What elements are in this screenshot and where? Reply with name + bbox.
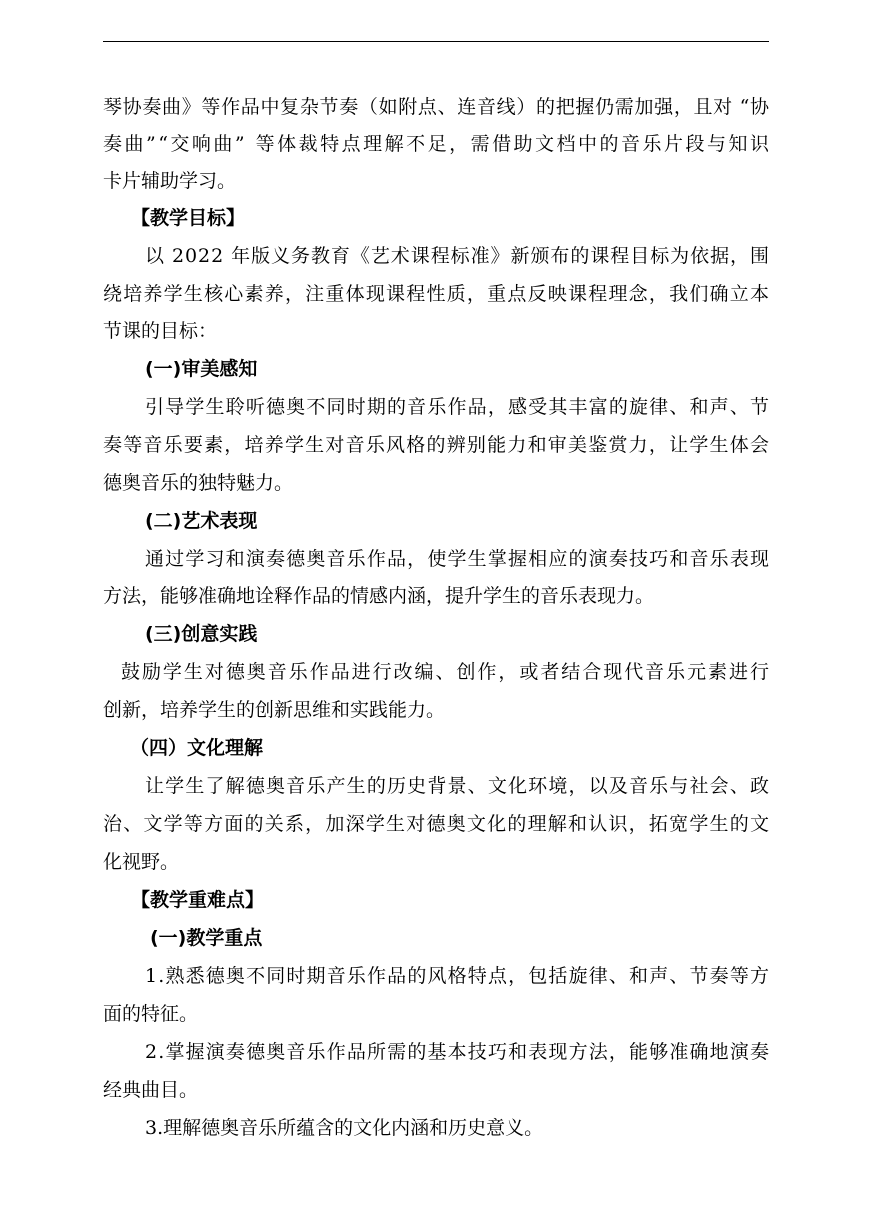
paragraph-line: 通过学习和演奏德奥音乐作品，使学生掌握相应的演奏技巧和音乐表现: [145, 548, 771, 570]
paragraph-line: 面的特征。: [103, 1003, 199, 1025]
paragraph-line: 奏曲”“交响曲” 等体裁特点理解不足，需借助文档中的音乐片段与知识: [103, 133, 772, 155]
section-heading: 【教学目标】: [131, 207, 246, 229]
paragraph-line: 1.熟悉德奥不同时期音乐作品的风格特点，包括旋律、和声、节奏等方: [145, 965, 771, 987]
paragraph-line: 创新，培养学生的创新思维和实践能力。: [103, 699, 446, 721]
paragraph-line: 引导学生聆听德奥不同时期的音乐作品，感受其丰富的旋律、和声、节: [145, 396, 771, 418]
paragraph-line: 以 2022 年版义务教育《艺术课程标准》新颁布的课程目标为依据，围: [145, 245, 770, 267]
paragraph-line: 方法，能够准确地诠释作品的情感内涵，提升学生的音乐表现力。: [103, 585, 655, 607]
paragraph-line: 化视野。: [103, 851, 180, 873]
section-heading: (一)审美感知: [145, 358, 258, 380]
paragraph-line: 卡片辅助学习。: [103, 170, 237, 192]
paragraph-line: 经典曲目。: [103, 1079, 199, 1101]
paragraph-line: 琴协奏曲》等作品中复杂节奏（如附点、连音线）的把握仍需加强，且对 “协: [103, 96, 770, 118]
paragraph-line: 3.理解德奥音乐所蕴含的文化内涵和历史意义。: [145, 1117, 544, 1139]
paragraph-line: 绕培养学生核心素养，注重体现课程性质，重点反映课程理念，我们确立本: [103, 283, 771, 305]
paragraph-line: 鼓励学生对德奥音乐作品进行改编、创作，或者结合现代音乐元素进行: [121, 661, 771, 683]
paragraph-line: 奏等音乐要素，培养学生对音乐风格的辨别能力和审美鉴赏力，让学生体会: [103, 434, 771, 456]
paragraph-line: 让学生了解德奥音乐产生的历史背景、文化环境，以及音乐与社会、政: [145, 775, 771, 797]
section-heading: (一)教学重点: [150, 927, 263, 949]
paragraph-line: 2.掌握演奏德奥音乐作品所需的基本技巧和表现方法，能够准确地演奏: [145, 1041, 771, 1063]
paragraph-line: 治、文学等方面的关系，加深学生对德奥文化的理解和认识，拓宽学生的文: [103, 813, 771, 835]
section-heading: (三)创意实践: [145, 623, 258, 645]
header-rule: [103, 41, 769, 42]
section-heading: (二)艺术表现: [145, 510, 258, 532]
paragraph-line: 德奥音乐的独特魅力。: [103, 472, 294, 494]
section-heading: 【教学重难点】: [131, 889, 265, 911]
paragraph-line: 节课的目标：: [103, 320, 218, 342]
section-heading: （四）文化理解: [130, 737, 264, 759]
